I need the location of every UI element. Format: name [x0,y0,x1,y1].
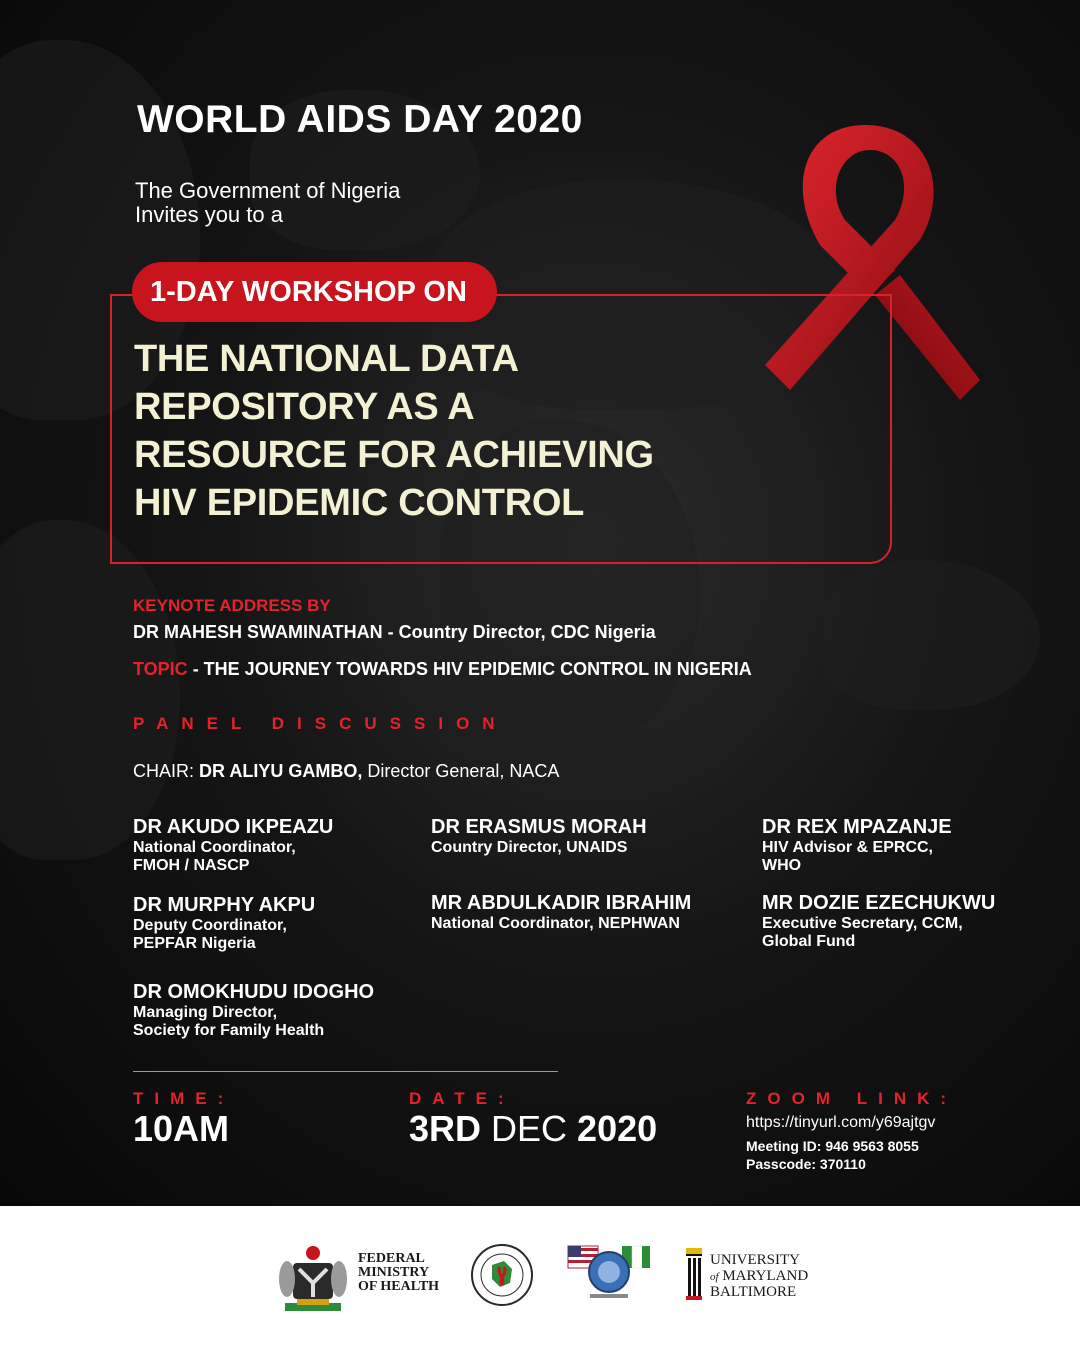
panelist-role: FMOH / NASCP [133,857,250,874]
panelist-name: DR AKUDO IKPEAZU [133,816,334,838]
date-year: 2020 [577,1108,658,1149]
umb-text-line [710,1268,808,1285]
chair-name: DR ALIYU GAMBO, [199,761,363,781]
umb-shield-icon [684,1246,704,1306]
map-continent-shape [820,560,1040,710]
naca-seal-icon [470,1243,534,1307]
panelist-role: Executive Secretary, CCM, [762,915,963,932]
date-label: DATE: [409,1089,515,1108]
umb-text-line: BALTIMORE [710,1284,797,1300]
panelist [431,892,691,933]
date-value [409,1108,657,1150]
panel-chair [133,761,559,782]
panelist [133,816,333,875]
panelist-role: Managing Director, [133,1004,278,1021]
panelist-role: HIV Advisor & EPRCC, [762,839,933,856]
umb-of: of [710,1271,719,1283]
panelist-name: DR ERASMUS MORAH [431,816,647,838]
panelist-role: Country Director, UNAIDS [431,839,628,856]
chair-role: Director General, NACA [362,761,560,781]
time-value: 10AM [133,1108,230,1149]
keynote-topic [133,659,752,680]
event-title: WORLD AIDS DAY 2020 [137,98,583,141]
panelist-role: WHO [762,857,802,874]
panelist-role: Society for Family Health [133,1022,325,1039]
meeting-id: Meeting ID: 946 9563 8055 [746,1138,919,1154]
time-label: TIME: [133,1089,235,1108]
panelist-role: PEPFAR Nigeria [133,935,256,952]
workshop-pill-badge: 1-DAY WORKSHOP ON [132,262,497,322]
panelist-role: Deputy Coordinator, [133,917,287,934]
passcode: Passcode: 370110 [746,1156,866,1172]
topic-text: - THE JOURNEY TOWARDS HIV EPIDEMIC CONTROL IN NIGERIA [187,659,752,679]
panelist [762,892,995,951]
panelist [133,981,374,1040]
fmoh-text-line: FEDERAL [358,1251,425,1266]
footer-logo-bar [0,1206,1080,1350]
nigeria-coat-of-arms-icon [277,1243,349,1315]
nephwan-flags-icon [566,1240,652,1304]
umb-maryland: MARYLAND [722,1268,809,1284]
umb-text-line: UNIVERSITY [710,1252,800,1268]
panelist-role: National Coordinator, [133,839,296,856]
workshop-title-line: RESOURCE FOR ACHIEVING [134,434,654,476]
invite-line: Invites you to a [135,202,283,227]
workshop-title-line: HIV EPIDEMIC CONTROL [134,482,585,524]
fmoh-text-line: OF HEALTH [358,1279,440,1294]
panelist-name: MR ABDULKADIR IBRAHIM [431,892,692,914]
map-continent-shape [0,520,180,860]
panelist-role: Global Fund [762,933,856,950]
panelist-name: DR OMOKHUDU IDOGHO [133,981,375,1003]
panelist [762,816,952,875]
keynote-speaker: DR MAHESH SWAMINATHAN - Country Director, CDC Nigeria [133,622,656,642]
panelist-name: MR DOZIE EZECHUKWU [762,892,996,914]
zoom-label: ZOOM LINK: [746,1089,958,1108]
date-day: 3RD [409,1108,482,1149]
panelist [133,894,315,953]
zoom-link[interactable]: https://tinyurl.com/y69ajtgv [746,1114,936,1131]
panelist-role: National Coordinator, NEPHWAN [431,915,680,932]
fmoh-text-line: MINISTRY [358,1265,430,1280]
divider [133,1071,558,1072]
panelist-name: DR REX MPAZANJE [762,816,952,838]
topic-label: TOPIC [133,659,188,679]
date-month: DEC [481,1108,578,1149]
chair-label: CHAIR: [133,761,200,781]
panelist-name: DR MURPHY AKPU [133,894,316,916]
workshop-title-line: THE NATIONAL DATA [134,338,519,380]
invite-line: The Government of Nigeria [135,178,401,203]
workshop-title-line: REPOSITORY AS A [134,386,475,428]
keynote-label: KEYNOTE ADDRESS BY [133,596,331,615]
panelist [431,816,647,857]
panel-discussion-title: PANEL DISCUSSION [133,714,508,733]
